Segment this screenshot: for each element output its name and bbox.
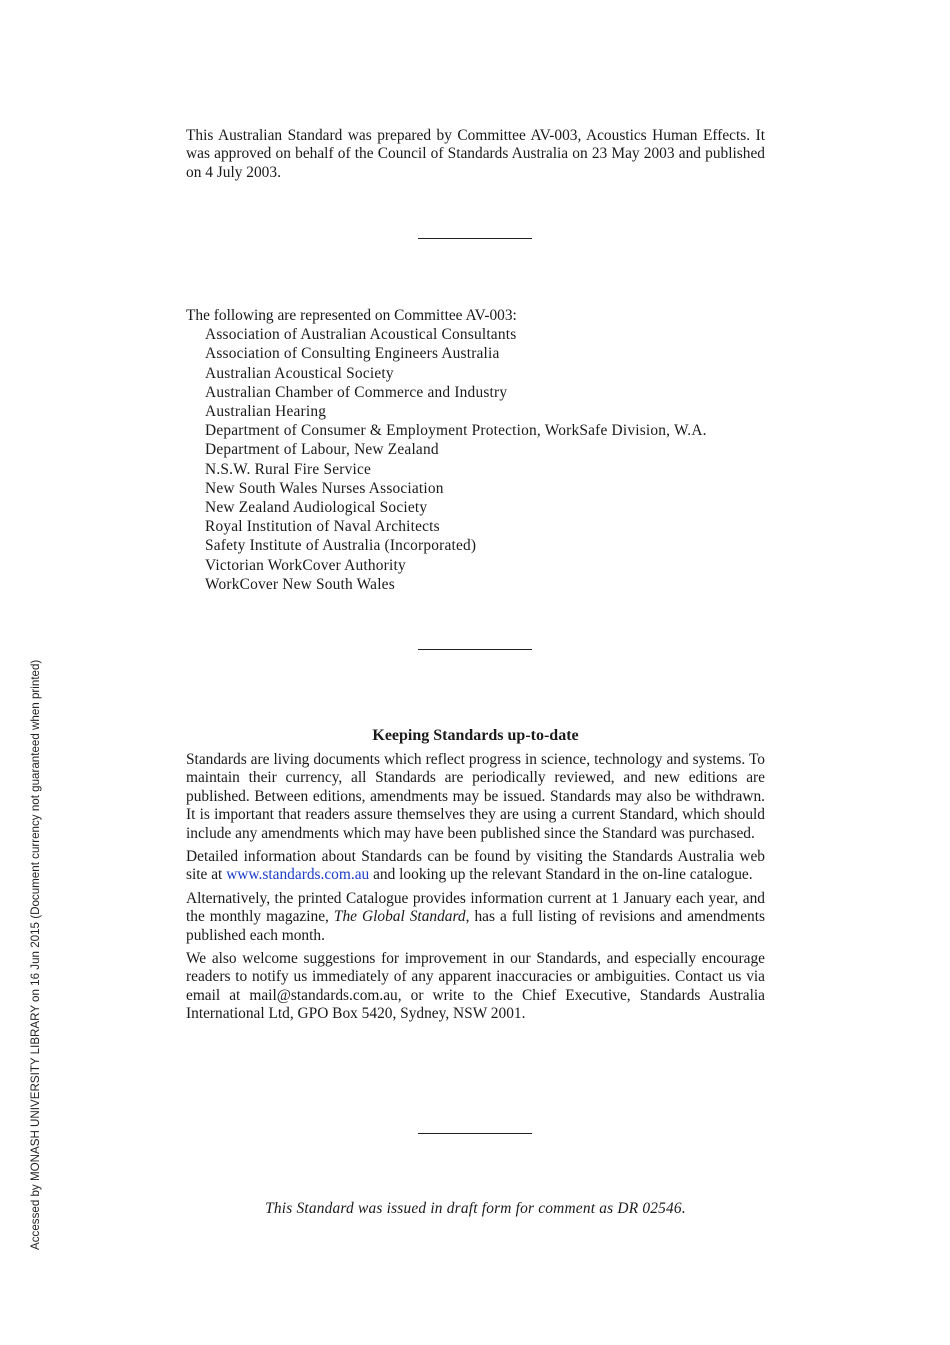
keeping-paragraph-1: Standards are living documents which reflect progress in science, technology and systems. To maintain their currency, all Standards are periodically reviewed, and new editions are published. Between editions, amendments may be issued. Standards may also be withdrawn. It is important that readers assure themselves they are using a current Standard, which should include any amendments which may have been published since the Standard was purchased. bbox=[186, 751, 765, 842]
committee-member: Royal Institution of Naval Architects bbox=[205, 518, 440, 536]
keeping-paragraph-2 bbox=[186, 848, 765, 885]
committee-member-list bbox=[186, 325, 765, 594]
committee-member: N.S.W. Rural Fire Service bbox=[205, 460, 372, 478]
keeping-paragraph-4: We also welcome suggestions for improvement in our Standards, and especially encourage readers to notify us immediately of any apparent inaccuracies or ambiguities. Contact us via email at mail@standards.com.au, or write to the Chief Executive, Standards Australia International Ltd, GPO Box 5420, Sydney, NSW 2001. bbox=[186, 950, 765, 1023]
section-divider bbox=[418, 1133, 532, 1134]
access-watermark: Accessed by MONASH UNIVERSITY LIBRARY on 16 Jun 2015 (Document currency not guaranteed when printed) bbox=[29, 659, 42, 1250]
intro-paragraph: This Australian Standard was prepared by Committee AV-003, Acoustics Human Effects. It was approved on behalf of the Council of Standards Australia on 23 May 2003 and published on 4 July 2003. bbox=[186, 127, 765, 181]
committee-member: WorkCover New South Wales bbox=[205, 575, 395, 593]
committee-member: Safety Institute of Australia (Incorporated) bbox=[205, 537, 477, 555]
committee-member: Australian Hearing bbox=[205, 403, 327, 421]
keeping-standards-section bbox=[186, 751, 765, 1029]
committee-member: Australian Chamber of Commerce and Industry bbox=[205, 383, 508, 401]
draft-note: This Standard was issued in draft form for comment as DR 02546. bbox=[265, 1200, 686, 1217]
standards-website-link[interactable]: www.standards.com.au bbox=[226, 866, 370, 884]
committee-member: Department of Consumer & Employment Protection, WorkSafe Division, W.A. bbox=[205, 422, 707, 440]
committee-member: Australian Acoustical Society bbox=[205, 364, 394, 382]
keeping-paragraph-3 bbox=[186, 890, 765, 945]
paragraph-text: Detailed information about Standards can be found by visiting the Standards Australia web site at bbox=[186, 848, 765, 884]
paragraph-text: , has a full listing of revisions and amendments published each month. bbox=[186, 908, 765, 944]
committee-heading: The following are represented on Committee AV-003: bbox=[186, 307, 517, 324]
committee-member: Department of Labour, New Zealand bbox=[205, 441, 439, 459]
committee-member: Victorian WorkCover Authority bbox=[205, 556, 406, 574]
magazine-title: The Global Standard bbox=[333, 908, 466, 926]
committee-member: New Zealand Audiological Society bbox=[205, 499, 428, 517]
committee-section bbox=[186, 306, 765, 594]
committee-member: Association of Australian Acoustical Consultants bbox=[205, 326, 517, 344]
section-divider bbox=[418, 649, 532, 650]
paragraph-text: and looking up the relevant Standard in the on-line catalogue. bbox=[369, 866, 753, 884]
keeping-standards-heading: Keeping Standards up-to-date bbox=[372, 727, 579, 744]
committee-member: Association of Consulting Engineers Australia bbox=[205, 345, 500, 363]
committee-member: New South Wales Nurses Association bbox=[205, 479, 444, 497]
paragraph-text: Alternatively, the printed Catalogue provides information current at 1 January each year, and the monthly magazine, bbox=[186, 889, 765, 926]
section-divider bbox=[418, 238, 532, 239]
